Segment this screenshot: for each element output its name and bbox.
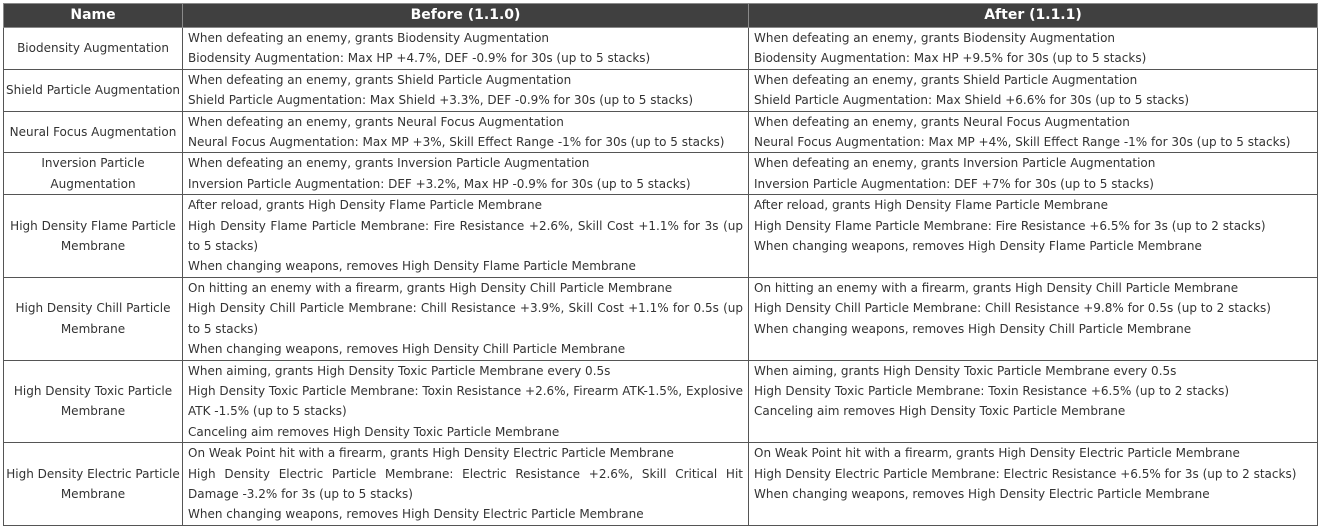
header-name: Name xyxy=(4,4,183,28)
after-line: Biodensity Augmentation: Max HP +9.5% for 30s (up to 5 stacks) xyxy=(754,51,1147,66)
before-line: Neural Focus Augmentation: Max MP +3%, Skill Effect Range -1% for 30s (up to 5 stacks) xyxy=(188,135,725,150)
header-after: After (1.1.1) xyxy=(749,4,1318,28)
before-line: When changing weapons, removes High Density Flame Particle Membrane xyxy=(188,259,636,274)
after-line: When changing weapons, removes High Density Chill Particle Membrane xyxy=(754,321,1192,336)
row-name: Biodensity Augmentation xyxy=(4,28,183,70)
patch-notes-comparison xyxy=(3,3,1317,526)
after-line: When defeating an enemy, grants Inversion Particle Augmentation xyxy=(754,156,1156,171)
after-line: When changing weapons, removes High Density Electric Particle Membrane xyxy=(754,486,1210,501)
table-row xyxy=(4,195,1318,278)
after-line: After reload, grants High Density Flame Particle Membrane xyxy=(754,198,1109,213)
table-header xyxy=(4,4,1318,28)
table-row xyxy=(4,277,1318,360)
before-line: When changing weapons, removes High Density Electric Particle Membrane xyxy=(188,507,644,522)
table-row xyxy=(4,28,1318,70)
before-line: High Density Chill Particle Membrane: Chill Resistance +3.9%, Skill Cost +1.1% for 0.5s (up to 5 stacks) xyxy=(188,301,743,336)
before-line: Inversion Particle Augmentation: DEF +3.2%, Max HP -0.9% for 30s (up to 5 stacks) xyxy=(188,176,691,191)
row-after xyxy=(749,153,1318,195)
row-name: Neural Focus Augmentation xyxy=(4,111,183,153)
before-line: When changing weapons, removes High Density Chill Particle Membrane xyxy=(188,342,626,357)
row-after xyxy=(749,111,1318,153)
after-line: When defeating an enemy, grants Neural Focus Augmentation xyxy=(754,114,1130,129)
after-line: Shield Particle Augmentation: Max Shield +6.6% for 30s (up to 5 stacks) xyxy=(754,93,1190,108)
row-after xyxy=(749,28,1318,70)
after-line: High Density Toxic Particle Membrane: Toxin Resistance +6.5% (up to 2 stacks) xyxy=(754,383,1230,398)
after-line: On hitting an enemy with a firearm, grants High Density Chill Particle Membrane xyxy=(754,280,1239,295)
table-row xyxy=(4,111,1318,153)
after-line: Inversion Particle Augmentation: DEF +7% for 30s (up to 5 stacks) xyxy=(754,176,1154,191)
before-line: High Density Toxic Particle Membrane: Toxin Resistance +2.6%, Firearm ATK-1.5%, Explosive ATK -1.5% (up to 5 stacks) xyxy=(188,383,743,419)
before-line: On Weak Point hit with a firearm, grants High Density Electric Particle Membrane xyxy=(188,446,674,461)
table-body xyxy=(4,28,1318,526)
after-line: High Density Electric Particle Membrane: Electric Resistance +6.5% for 3s (up to 2 stacks) xyxy=(754,466,1297,481)
table-row xyxy=(4,153,1318,195)
after-line: High Density Flame Particle Membrane: Fire Resistance +6.5% for 3s (up to 2 stacks) xyxy=(754,218,1266,233)
before-line: High Density Flame Particle Membrane: Fire Resistance +2.6%, Skill Cost +1.1% for 3s (up to 5 stacks) xyxy=(188,218,743,254)
table-row xyxy=(4,443,1318,526)
row-before xyxy=(183,28,749,70)
before-line: When defeating an enemy, grants Neural Focus Augmentation xyxy=(188,114,564,129)
comparison-table xyxy=(3,3,1318,526)
after-line: When aiming, grants High Density Toxic Particle Membrane every 0.5s xyxy=(754,363,1177,378)
row-before xyxy=(183,69,749,111)
row-name: Shield Particle Augmentation xyxy=(4,69,183,111)
row-name: High Density Chill Particle Membrane xyxy=(4,277,183,360)
table-row xyxy=(4,69,1318,111)
row-before xyxy=(183,195,749,278)
before-line: High Density Electric Particle Membrane: Electric Resistance +2.6%, Skill Critical Hit Damage -3.2% for 3s (up to 5 stacks) xyxy=(188,466,743,501)
before-line: Biodensity Augmentation: Max HP +4.7%, DEF -0.9% for 30s (up to 5 stacks) xyxy=(188,51,651,66)
after-line: When defeating an enemy, grants Biodensity Augmentation xyxy=(754,31,1116,45)
after-line: Neural Focus Augmentation: Max MP +4%, Skill Effect Range -1% for 30s (up to 5 stacks) xyxy=(754,135,1291,150)
before-line: When defeating an enemy, grants Shield Particle Augmentation xyxy=(188,72,572,87)
row-after xyxy=(749,195,1318,278)
after-line: Canceling aim removes High Density Toxic Particle Membrane xyxy=(754,404,1126,419)
row-name: Inversion Particle Augmentation xyxy=(4,153,183,195)
before-line: When defeating an enemy, grants Biodensity Augmentation xyxy=(188,31,550,45)
row-after xyxy=(749,277,1318,360)
after-line: High Density Chill Particle Membrane: Chill Resistance +9.8% for 0.5s (up to 2 stacks) xyxy=(754,301,1271,316)
after-line: When changing weapons, removes High Density Flame Particle Membrane xyxy=(754,239,1202,254)
before-line: Canceling aim removes High Density Toxic Particle Membrane xyxy=(188,424,560,439)
row-name: High Density Flame Particle Membrane xyxy=(4,195,183,278)
row-name: High Density Electric Particle Membrane xyxy=(4,443,183,526)
row-after xyxy=(749,69,1318,111)
row-before xyxy=(183,443,749,526)
after-line: When defeating an enemy, grants Shield Particle Augmentation xyxy=(754,72,1138,87)
row-before xyxy=(183,153,749,195)
header-row xyxy=(4,4,1318,28)
row-after xyxy=(749,360,1318,443)
row-name: High Density Toxic Particle Membrane xyxy=(4,360,183,443)
row-before xyxy=(183,111,749,153)
before-line: When defeating an enemy, grants Inversion Particle Augmentation xyxy=(188,156,590,171)
before-line: When aiming, grants High Density Toxic Particle Membrane every 0.5s xyxy=(188,363,611,378)
row-before xyxy=(183,360,749,443)
row-after xyxy=(749,443,1318,526)
header-before: Before (1.1.0) xyxy=(183,4,749,28)
table-row xyxy=(4,360,1318,443)
row-before xyxy=(183,277,749,360)
after-line: On Weak Point hit with a firearm, grants High Density Electric Particle Membrane xyxy=(754,446,1240,461)
before-line: On hitting an enemy with a firearm, grants High Density Chill Particle Membrane xyxy=(188,280,673,295)
before-line: Shield Particle Augmentation: Max Shield +3.3%, DEF -0.9% for 30s (up to 5 stacks) xyxy=(188,93,694,108)
before-line: After reload, grants High Density Flame Particle Membrane xyxy=(188,198,543,213)
